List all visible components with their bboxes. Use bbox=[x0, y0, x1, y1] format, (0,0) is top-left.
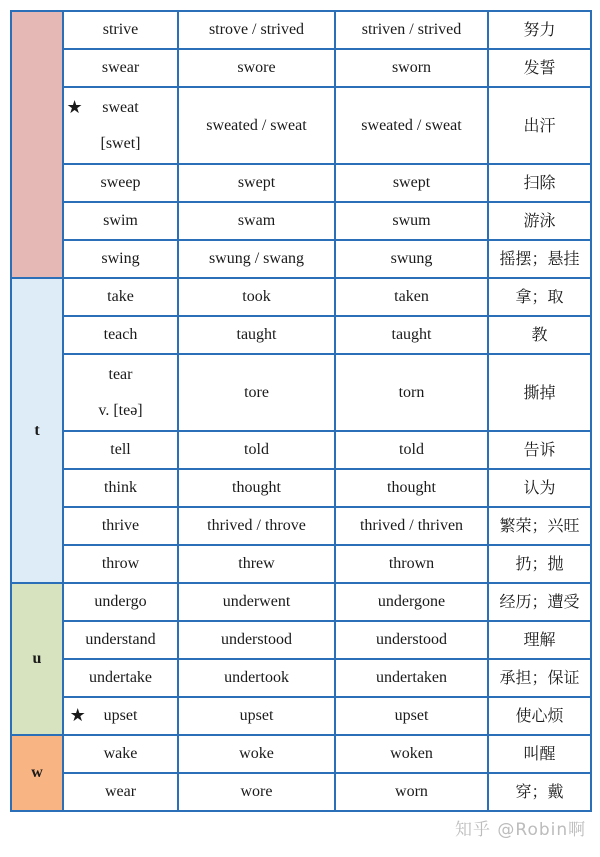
past-participle: undertaken bbox=[335, 659, 488, 697]
base-form: throw bbox=[63, 545, 178, 583]
phonetic: v. [teə] bbox=[98, 401, 143, 419]
base-form: strive bbox=[63, 11, 178, 49]
past-participle: upset bbox=[335, 697, 488, 735]
meaning: 出汗 bbox=[488, 87, 591, 164]
past-tense: upset bbox=[178, 697, 335, 735]
table-row bbox=[11, 431, 591, 469]
phonetic: [swet] bbox=[100, 134, 141, 152]
base-word: upset bbox=[103, 707, 138, 724]
group-letter-cell: t bbox=[11, 278, 63, 583]
base-form: swear bbox=[63, 49, 178, 87]
past-tense: taught bbox=[178, 316, 335, 354]
past-participle: taken bbox=[335, 278, 488, 316]
base-form: think bbox=[63, 469, 178, 507]
table-row bbox=[11, 773, 591, 811]
table-row bbox=[11, 507, 591, 545]
watermark: 知乎 @Robin啊 bbox=[455, 820, 587, 840]
table-row bbox=[11, 545, 591, 583]
meaning: 努力 bbox=[488, 11, 591, 49]
meaning: 扫除 bbox=[488, 164, 591, 202]
base-form: swim bbox=[63, 202, 178, 240]
past-tense: swept bbox=[178, 164, 335, 202]
meaning: 扔；抛 bbox=[488, 545, 591, 583]
table-row bbox=[11, 11, 591, 49]
past-tense: told bbox=[178, 431, 335, 469]
past-tense: woke bbox=[178, 735, 335, 773]
base-form: teach bbox=[63, 316, 178, 354]
base-form bbox=[63, 697, 178, 735]
past-tense: thrived / throve bbox=[178, 507, 335, 545]
table-row bbox=[11, 354, 591, 431]
table-row bbox=[11, 659, 591, 697]
base-form: tell bbox=[63, 431, 178, 469]
star-icon: ★ bbox=[66, 96, 83, 117]
base-word: sweat bbox=[102, 98, 139, 116]
base-form: take bbox=[63, 278, 178, 316]
base-form bbox=[63, 87, 178, 164]
table-row bbox=[11, 164, 591, 202]
table-row bbox=[11, 87, 591, 164]
group-letter-cell bbox=[11, 11, 63, 278]
past-tense: undertook bbox=[178, 659, 335, 697]
past-participle: undergone bbox=[335, 583, 488, 621]
meaning: 认为 bbox=[488, 469, 591, 507]
past-tense: swam bbox=[178, 202, 335, 240]
past-tense: swore bbox=[178, 49, 335, 87]
base-form: undergo bbox=[63, 583, 178, 621]
meaning: 游泳 bbox=[488, 202, 591, 240]
group-letter-cell: u bbox=[11, 583, 63, 735]
table-row bbox=[11, 316, 591, 354]
past-participle: understood bbox=[335, 621, 488, 659]
table-row bbox=[11, 469, 591, 507]
past-tense: wore bbox=[178, 773, 335, 811]
past-tense: understood bbox=[178, 621, 335, 659]
past-tense: swung / swang bbox=[178, 240, 335, 278]
meaning: 撕掉 bbox=[488, 354, 591, 431]
past-participle: swung bbox=[335, 240, 488, 278]
past-participle: woken bbox=[335, 735, 488, 773]
base-word: tear bbox=[108, 365, 133, 383]
past-participle: thrived / thriven bbox=[335, 507, 488, 545]
table-row bbox=[11, 621, 591, 659]
table-row bbox=[11, 278, 591, 316]
meaning: 使心烦 bbox=[488, 697, 591, 735]
base-form: wear bbox=[63, 773, 178, 811]
past-tense: sweated / sweat bbox=[178, 87, 335, 164]
table-row bbox=[11, 202, 591, 240]
meaning: 摇摆；悬挂 bbox=[488, 240, 591, 278]
table-row bbox=[11, 735, 591, 773]
table-row bbox=[11, 697, 591, 735]
base-form bbox=[63, 354, 178, 431]
past-tense: tore bbox=[178, 354, 335, 431]
past-tense: thought bbox=[178, 469, 335, 507]
meaning: 告诉 bbox=[488, 431, 591, 469]
meaning: 穿；戴 bbox=[488, 773, 591, 811]
base-form: undertake bbox=[63, 659, 178, 697]
past-participle: told bbox=[335, 431, 488, 469]
past-participle: swept bbox=[335, 164, 488, 202]
base-form: sweep bbox=[63, 164, 178, 202]
past-participle: thrown bbox=[335, 545, 488, 583]
base-form: swing bbox=[63, 240, 178, 278]
past-participle: thought bbox=[335, 469, 488, 507]
base-form: wake bbox=[63, 735, 178, 773]
past-participle: swum bbox=[335, 202, 488, 240]
meaning: 经历；遭受 bbox=[488, 583, 591, 621]
irregular-verbs-table bbox=[10, 10, 592, 812]
meaning: 叫醒 bbox=[488, 735, 591, 773]
meaning: 拿；取 bbox=[488, 278, 591, 316]
past-participle: striven / strived bbox=[335, 11, 488, 49]
base-form: thrive bbox=[63, 507, 178, 545]
base-form: understand bbox=[63, 621, 178, 659]
past-tense: underwent bbox=[178, 583, 335, 621]
past-tense: strove / strived bbox=[178, 11, 335, 49]
past-participle: worn bbox=[335, 773, 488, 811]
meaning: 教 bbox=[488, 316, 591, 354]
table-row bbox=[11, 49, 591, 87]
past-tense: threw bbox=[178, 545, 335, 583]
past-participle: sweated / sweat bbox=[335, 87, 488, 164]
meaning: 理解 bbox=[488, 621, 591, 659]
meaning: 繁荣；兴旺 bbox=[488, 507, 591, 545]
past-participle: sworn bbox=[335, 49, 488, 87]
meaning: 承担；保证 bbox=[488, 659, 591, 697]
past-participle: torn bbox=[335, 354, 488, 431]
star-icon: ★ bbox=[69, 705, 86, 725]
group-letter-cell: w bbox=[11, 735, 63, 811]
table-row bbox=[11, 583, 591, 621]
past-tense: took bbox=[178, 278, 335, 316]
meaning: 发誓 bbox=[488, 49, 591, 87]
past-participle: taught bbox=[335, 316, 488, 354]
table-row bbox=[11, 240, 591, 278]
